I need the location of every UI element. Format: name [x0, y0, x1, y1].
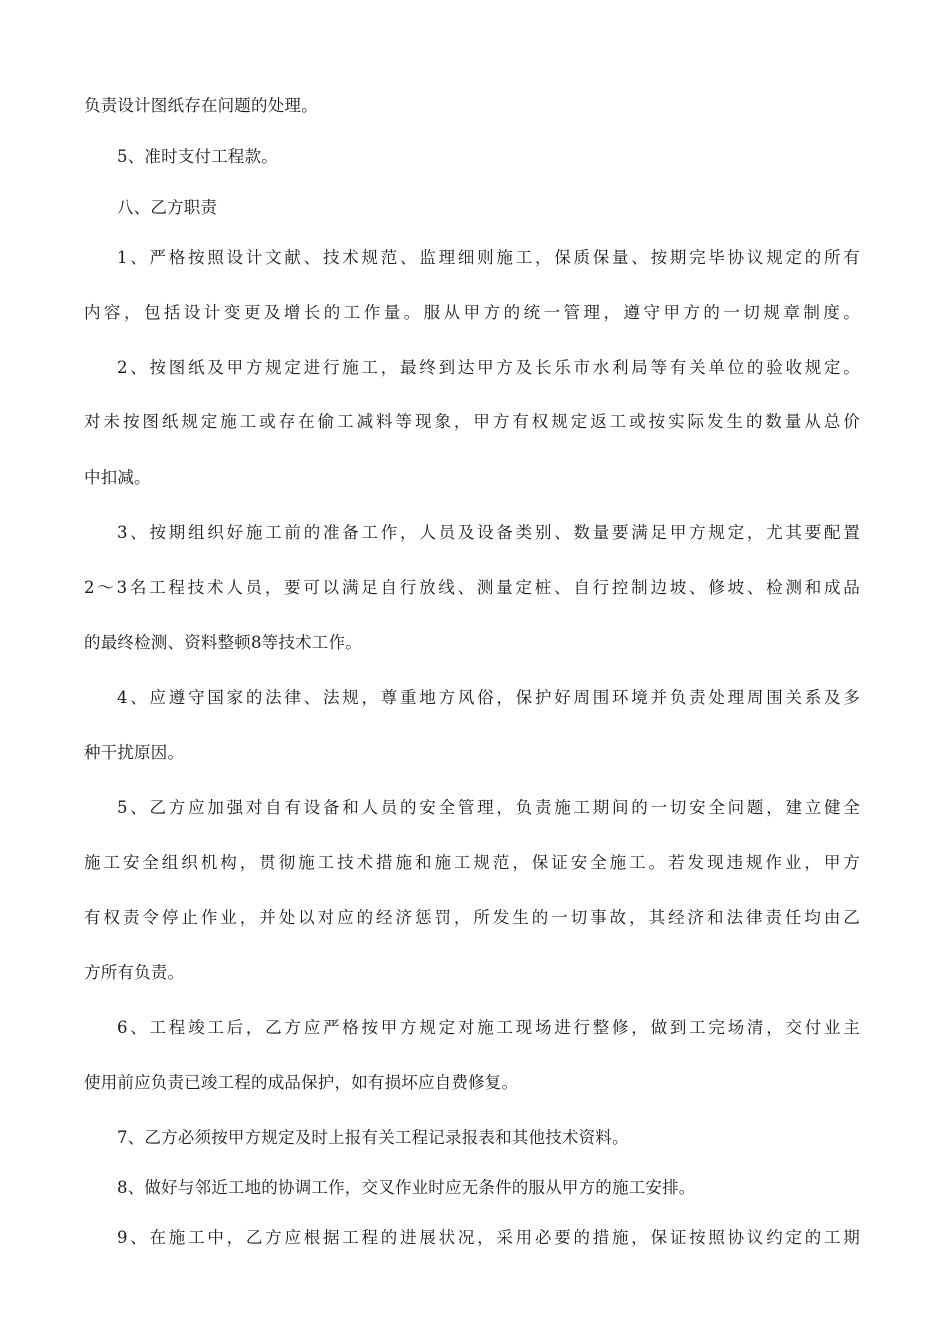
- text-line: 5、乙方应加强对自有设备和人员的安全管理，负责施工期间的一切安全问题，建立健全: [117, 798, 860, 817]
- text-line: 9、在施工中，乙方应根据工程的进展状况，采用必要的措施，保证按照协议约定的工期: [117, 1228, 860, 1247]
- text-line: 中扣减。: [84, 468, 151, 487]
- text-line: 1、严格按照设计文献、技术规范、监理细则施工，保质保量、按期完毕协议规定的所有: [117, 248, 860, 267]
- text-line: 5、准时支付工程款。: [117, 147, 278, 166]
- text-line: 方所有负责。: [84, 963, 185, 982]
- text-line: 2～3名工程技术人员，要可以满足自行放线、测量定桩、自行控制边坡、修坡、检测和成品: [84, 578, 860, 597]
- text-line: 使用前应负责已竣工程的成品保护，如有损坏应自费修复。: [84, 1073, 519, 1092]
- text-line: 6、工程竣工后，乙方应严格按甲方规定对施工现场进行整修，做到工完场清，交付业主: [117, 1018, 860, 1037]
- text-line: 7、乙方必须按甲方规定及时上报有关工程记录报表和其他技术资料。: [117, 1128, 629, 1147]
- text-line: 内容，包括设计变更及增长的工作量。服从甲方的统一管理，遵守甲方的一切规章制度。: [84, 303, 860, 322]
- section-heading: 八、乙方职责: [117, 198, 218, 217]
- text-line: 8、做好与邻近工地的协调工作，交叉作业时应无条件的服从甲方的施工安排。: [117, 1178, 696, 1197]
- text-line: 3、按期组织好施工前的准备工作，人员及设备类别、数量要满足甲方规定，尤其要配置: [117, 523, 860, 542]
- text-line: 2、按图纸及甲方规定进行施工，最终到达甲方及长乐市水利局等有关单位的验收规定。: [117, 358, 860, 377]
- text-line: 施工安全组织机构，贯彻施工技术措施和施工规范，保证安全施工。若发现违规作业，甲方: [84, 853, 860, 872]
- text-line: 4、应遵守国家的法律、法规，尊重地方风俗，保护好周围环境并负责处理周围关系及多: [117, 688, 860, 707]
- text-line: 种干扰原因。: [84, 743, 185, 762]
- text-line: 有权责令停止作业，并处以对应的经济惩罚，所发生的一切事故，其经济和法律责任均由乙: [84, 908, 860, 927]
- text-line: 负责设计图纸存在问题的处理。: [84, 96, 318, 115]
- text-line: 的最终检测、资料整顿8等技术工作。: [84, 633, 362, 652]
- text-line: 对未按图纸规定施工或存在偷工减料等现象，甲方有权规定返工或按实际发生的数量从总价: [84, 412, 860, 431]
